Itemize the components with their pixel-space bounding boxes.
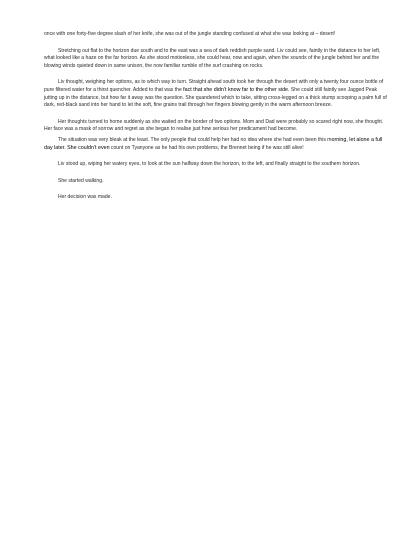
- paragraph-8: Her decision was made.: [58, 194, 112, 201]
- paragraph-5: [44, 137, 390, 152]
- paragraph-7: She started walking.: [58, 177, 104, 184]
- paragraph-3: [44, 79, 390, 109]
- paragraph-5-emphasis-1: orning, let alone a full day later.: [44, 136, 383, 151]
- paragraph-3-emphasis: fact that she didn’t know far to the other side.: [183, 86, 290, 93]
- paragraph-5-text-e: count on Tyanyone as he had his own problems, the Brennet being if he was still alive!: [109, 144, 304, 151]
- paragraph-3-text-c: She could still faintly see Jagged Peak jutting up in the distance, but how far it away was the question. She quandered which to take, sitting cross-legged on a thick stump scooping a palm full of dark, red-black sand into her hand to let the soft, fine grains trail through her fingers blowing gently in the warm afternoon breeze.: [44, 86, 387, 109]
- paragraph-2: Stretching out flat to the horizon due south and to the east was a sea of dark reddish purple sand. Liv could see, faintly in the distance to her left, what looked like a haze on the far horizon. As she stood motionless, she could hear, now and again, when the sounds of the jungle behind her and the blowing winds quieted down in same unison, the now familiar rumble of the surf crashing on rocks.: [44, 47, 381, 69]
- paragraph-4: Her thoughts turned to home suddenly as she waited on the border of two options. Mom and Dad were probably so scared right now, she thought. Her face was a mask of sorrow and regret as she began to realise just how serious her predicament had become.: [44, 118, 384, 133]
- paragraph-5-text-a: The situation was very bleak at the least. The only people that could help her had no idea where she had even been this m: [58, 136, 332, 143]
- paragraph-5-emphasis-2: She couldn’t even: [67, 144, 110, 151]
- paragraph-1: once with one forty-five degree slash of her knife, she was out of the jungle standing confused at what she was looking at – desert!: [44, 31, 336, 37]
- paragraph-6: Liv stood up, wiping her watery eyes, to look at the sun halfway down the horizon, to the left, and finally straight to the southern horizon.: [58, 161, 361, 168]
- paragraph-3-text-a: Liv thought, weighing her options, as to which way to turn. Straight ahead south took her through the desert with only a twenty four ounce bottle of pure filtered water for a thirst quencher. Added to that was the: [44, 79, 384, 93]
